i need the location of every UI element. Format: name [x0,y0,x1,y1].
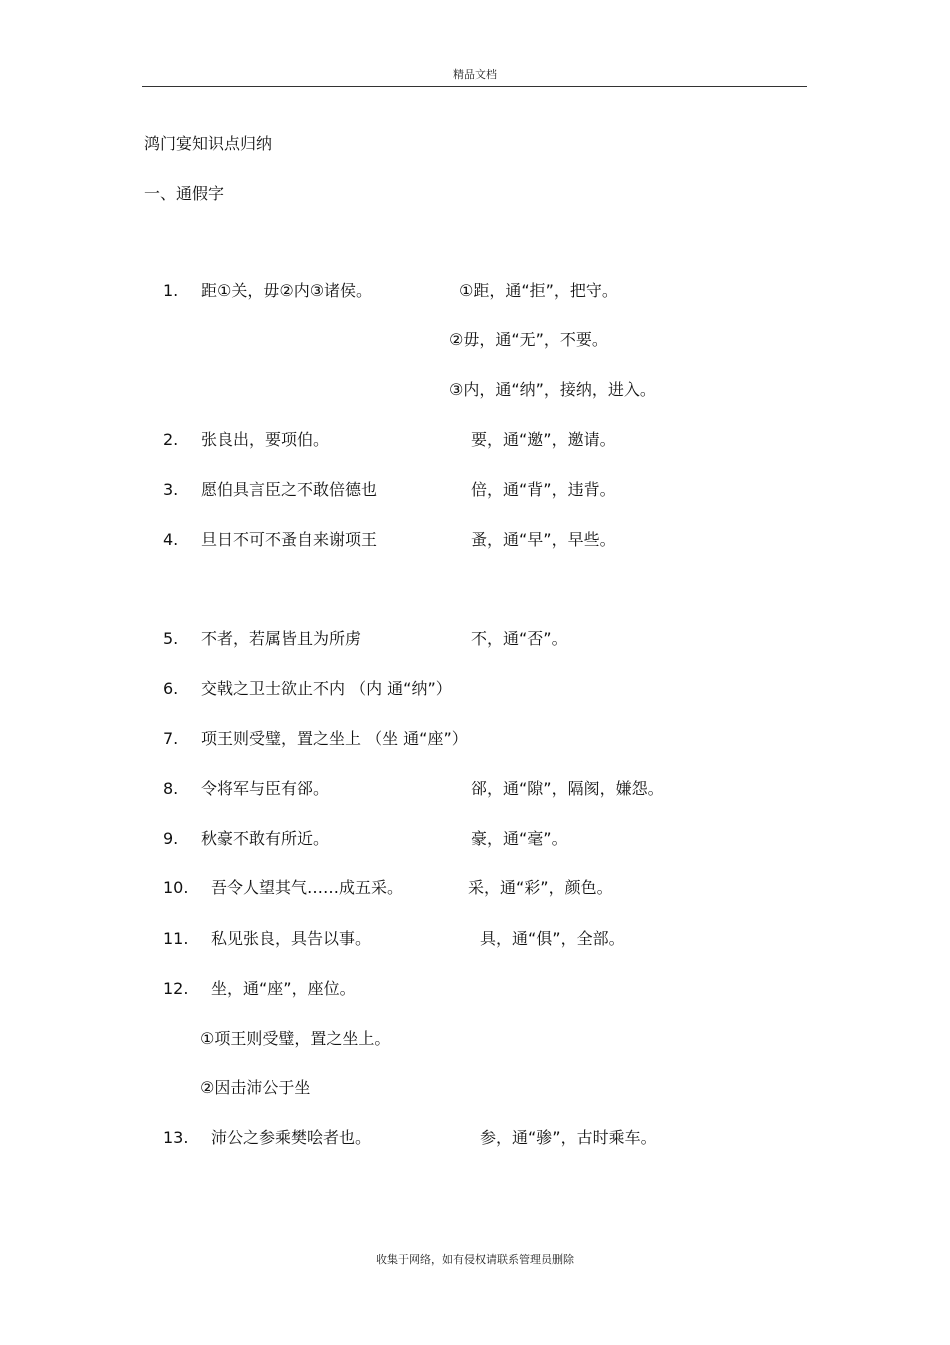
item-sentence: 项王则受璧，置之坐上 （坐 通“座”） [201,729,468,748]
item-sentence: 吾令人望其气……成五采。 [211,878,404,897]
section-heading: 一、通假字 [144,184,225,203]
item-number: 6. [163,679,179,698]
document-title: 鸿门宴知识点归纳 [144,134,273,153]
item-explanation: 蚤，通“早”，早些。 [471,530,616,549]
list-item [0,778,950,800]
item-number: 7. [163,729,179,748]
item-sentence: 令将军与臣有郤。 [201,779,330,798]
item-number: 2. [163,430,179,449]
item-sentence: 距①关，毋②内③诸侯。 [201,281,373,300]
item-explanation: 具，通“俱”，全部。 [480,929,625,948]
item-sentence: 秋豪不敢有所近。 [201,829,330,848]
item-number: 8. [163,779,179,798]
list-item [0,728,950,750]
item-example: ①项王则受璧，置之坐上。 [200,1029,391,1048]
item-sentence: 旦日不可不蚤自来谢项王 [201,530,378,549]
item-explanation: 倍，通“背”，违背。 [471,480,616,499]
item-explanation: 采，通“彩”，颜色。 [468,878,613,897]
list-item [0,678,950,700]
item-number: 12. [163,979,189,998]
item-sentence: 愿伯具言臣之不敢倍德也 [201,480,378,499]
item-number: 10. [163,878,189,897]
item-example: ②因击沛公于坐 [200,1078,311,1097]
list-item [0,329,950,351]
item-explanation: 豪，通“毫”。 [471,829,568,848]
item-explanation: ③内，通“纳”，接纳，进入。 [449,380,656,399]
list-item [0,479,950,501]
item-explanation: ①距，通“拒”，把守。 [459,281,618,300]
list-item [0,1077,950,1099]
item-sentence: 交戟之卫士欲止不内 （内 通“纳”） [201,679,452,698]
list-item [0,628,950,650]
list-item [0,1028,950,1050]
item-explanation: 不，通“否”。 [471,629,568,648]
item-number: 11. [163,929,189,948]
item-explanation: 参，通“骖”，古时乘车。 [480,1128,657,1147]
item-number: 13. [163,1128,189,1147]
item-sentence: 私见张良，具告以事。 [211,929,372,948]
item-number: 3. [163,480,179,499]
item-number: 9. [163,829,179,848]
list-item [0,877,950,899]
list-item [0,928,950,950]
item-sentence: 张良出，要项伯。 [201,430,330,449]
page-header: 精品文档 [453,68,497,81]
list-item [0,280,950,302]
item-sentence: 不者，若属皆且为所虏 [201,629,362,648]
item-explanation: ②毋，通“无”，不要。 [449,330,608,349]
item-number: 5. [163,629,179,648]
list-item [0,529,950,551]
item-explanation: 要，通“邀”，邀请。 [471,430,616,449]
list-item [0,1127,950,1149]
page-footer: 收集于网络，如有侵权请联系管理员删除 [376,1253,574,1266]
list-item [0,978,950,1000]
item-sentence: 坐，通“座”，座位。 [211,979,356,998]
header-divider [142,86,807,87]
list-item [0,828,950,850]
item-number: 4. [163,530,179,549]
list-item [0,379,950,401]
item-number: 1. [163,281,179,300]
item-sentence: 沛公之参乘樊哙者也。 [211,1128,372,1147]
item-explanation: 郤，通“隙”，隔阂，嫌怨。 [471,779,664,798]
list-item [0,429,950,451]
